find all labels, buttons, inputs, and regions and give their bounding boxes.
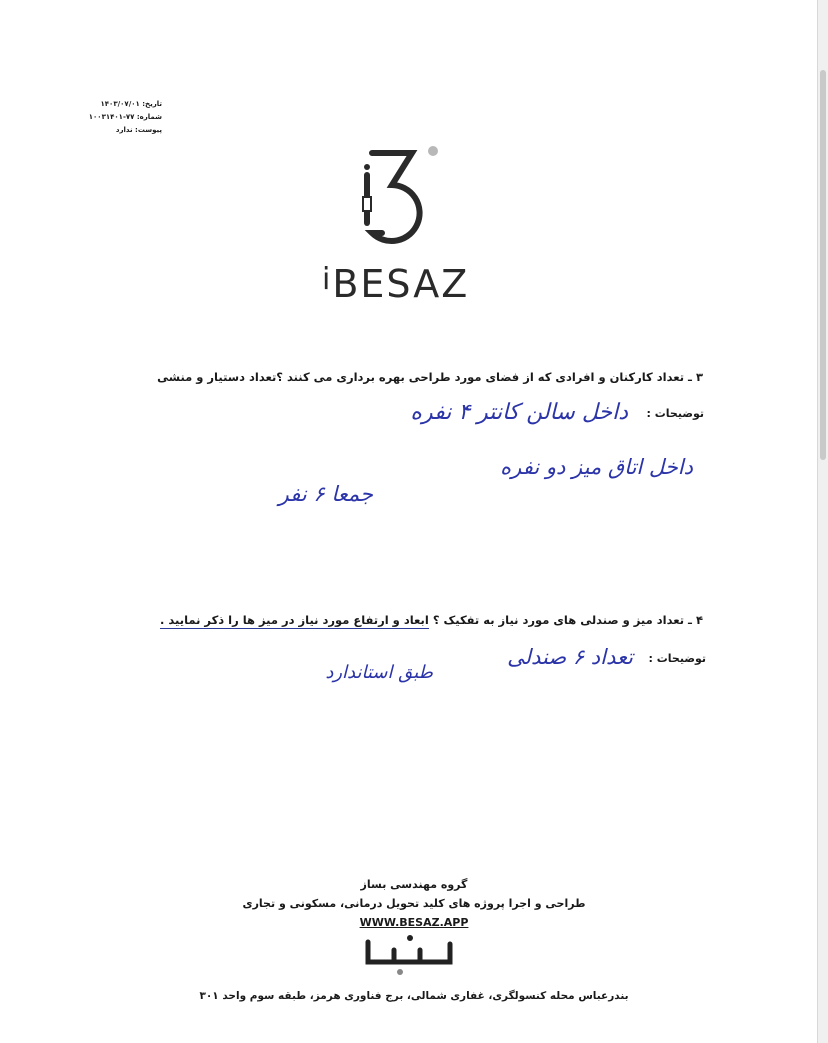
question-3-answer-2: داخل اتاق میز دو نفره	[500, 455, 693, 479]
question-4-answer-2: طبق استاندارد	[325, 662, 433, 683]
footer-website-link[interactable]: WWW.BESAZ.APP	[359, 916, 469, 929]
question-4-label: توضیحات :	[648, 652, 706, 665]
footer-address: بندرعباس محله کنسولگری، غفاری شمالی، برج فناوری هرمز، طبقه سوم واحد ۳۰۱	[199, 990, 629, 1002]
footer-tagline: طراحی و اجرا پروژه های کلید تحویل درمانی، مسکونی و تجاری	[242, 897, 586, 910]
question-3-label: توضیحات :	[646, 407, 704, 420]
question-4-text-underlined: ابعاد و ارتفاع مورد نیاز در میز ها را ذکر نمایید .	[160, 613, 429, 627]
question-4-answer-1: تعداد ۶ صندلی	[507, 645, 633, 669]
question-4-text	[160, 613, 703, 627]
meta-date: تاریخ: ۱۴۰۳/۰۷/۰۱	[100, 100, 162, 108]
logo-wordmark: $^i$BESAZ	[322, 262, 470, 306]
meta-number: شماره: ۷۷-۱۰۰۳۱۴۰۱	[88, 113, 162, 121]
document-meta	[82, 98, 162, 137]
question-3-answer-1: داخل سالن کانتر ۴ نفره	[410, 400, 628, 425]
footer-company: گروه مهندسی بساز	[360, 878, 468, 891]
scrollbar-thumb[interactable]	[820, 70, 826, 460]
question-4-text-plain: ۴ ـ تعداد میز و صندلی های مورد نیاز به تفکیک ؟	[432, 613, 703, 627]
footer-logo-icon	[360, 932, 460, 977]
question-3-answer-3: جمعا ۶ نفر	[278, 482, 373, 506]
meta-attachment: پیوست: ندارد	[115, 126, 162, 134]
question-3-text: ۳ ـ تعداد کارکنان و افرادی که از فضای مورد طراحی بهره برداری می کنند ؟تعداد دستیار و منشی	[157, 370, 703, 384]
